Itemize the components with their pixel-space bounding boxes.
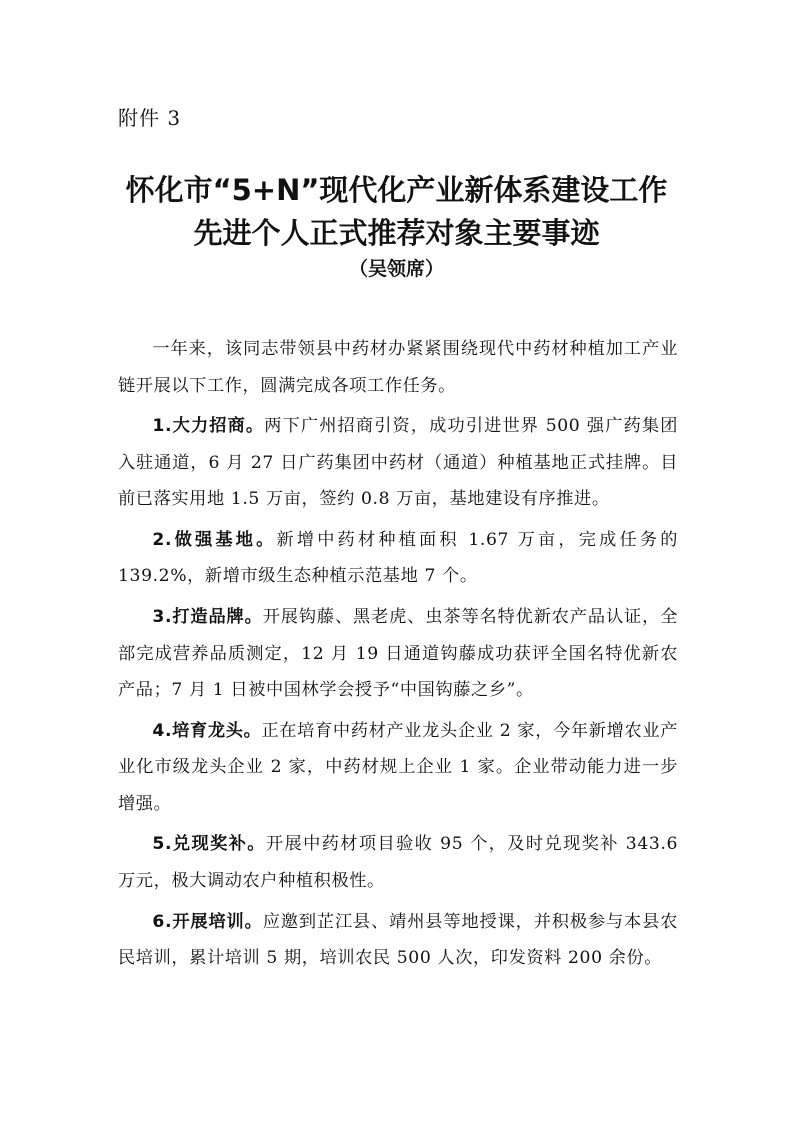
achievement-heading: 6.开展培训。 (152, 911, 263, 932)
achievement-paragraph-3 (118, 599, 678, 709)
achievement-paragraph-5 (118, 826, 678, 899)
achievement-heading: 1.大力招商。 (152, 416, 265, 437)
achievement-text: 开展钩藤、黑老虎、虫茶等名特优新农产品认证，全部完成营养品质测定，12 月 19 日通道钩藤成功获评全国名特优新农产品；7 月 1 日被中国林学会授予“中国钩藤之乡”。 (118, 607, 678, 701)
achievement-paragraph-1 (118, 408, 678, 518)
document-title-line1: 怀化市“5+N”现代化产业新体系建设工作 (125, 173, 668, 207)
achievement-paragraph-6 (118, 904, 678, 977)
achievement-text: 正在培育中药材产业龙头企业 2 家，今年新增农业产业化市级龙头企业 2 家，中药材规上企业 1 家。企业带动能力进一步增强。 (118, 720, 678, 814)
achievement-heading: 3.打造品牌。 (152, 607, 263, 628)
document-body (118, 331, 678, 981)
attachment-label: 附件 3 (118, 106, 182, 130)
achievement-paragraph-4 (118, 713, 678, 823)
achievement-heading: 5.兑现奖补。 (152, 834, 266, 855)
achievement-text: 开展中药材项目验收 95 个，及时兑现奖补 343.6 万元，极大调动农户种植积极性。 (118, 834, 678, 891)
intro-paragraph: 一年来，该同志带领县中药材办紧紧围绕现代中药材种植加工产业链开展以下工作，圆满完成各项工作任务。 (118, 339, 678, 396)
achievement-paragraph-2 (118, 522, 678, 595)
achievement-text: 两下广州招商引资，成功引进世界 500 强广药集团入驻通道，6 月 27 日广药集团中药材（通道）种植基地正式挂牌。目前已落实用地 1.5 万亩，签约 0.8 万亩，基地建设有序推进。 (118, 416, 678, 510)
achievement-text: 应邀到芷江县、靖州县等地授课，并积极参与本县农民培训，累计培训 5 期，培训农民 500 人次，印发资料 200 余份。 (118, 911, 678, 969)
document-title-line2: 先进个人正式推荐对象主要事迹 (193, 216, 600, 250)
achievement-text: 新增中药材种植面积 1.67 万亩，完成任务的 139.2%，新增市级生态种植示范基地 7 个。 (118, 529, 678, 587)
achievement-heading: 2.做强基地。 (152, 529, 277, 550)
person-name-subtitle: （吴领席） (348, 258, 444, 280)
achievement-heading: 4.培育龙头。 (152, 720, 262, 741)
